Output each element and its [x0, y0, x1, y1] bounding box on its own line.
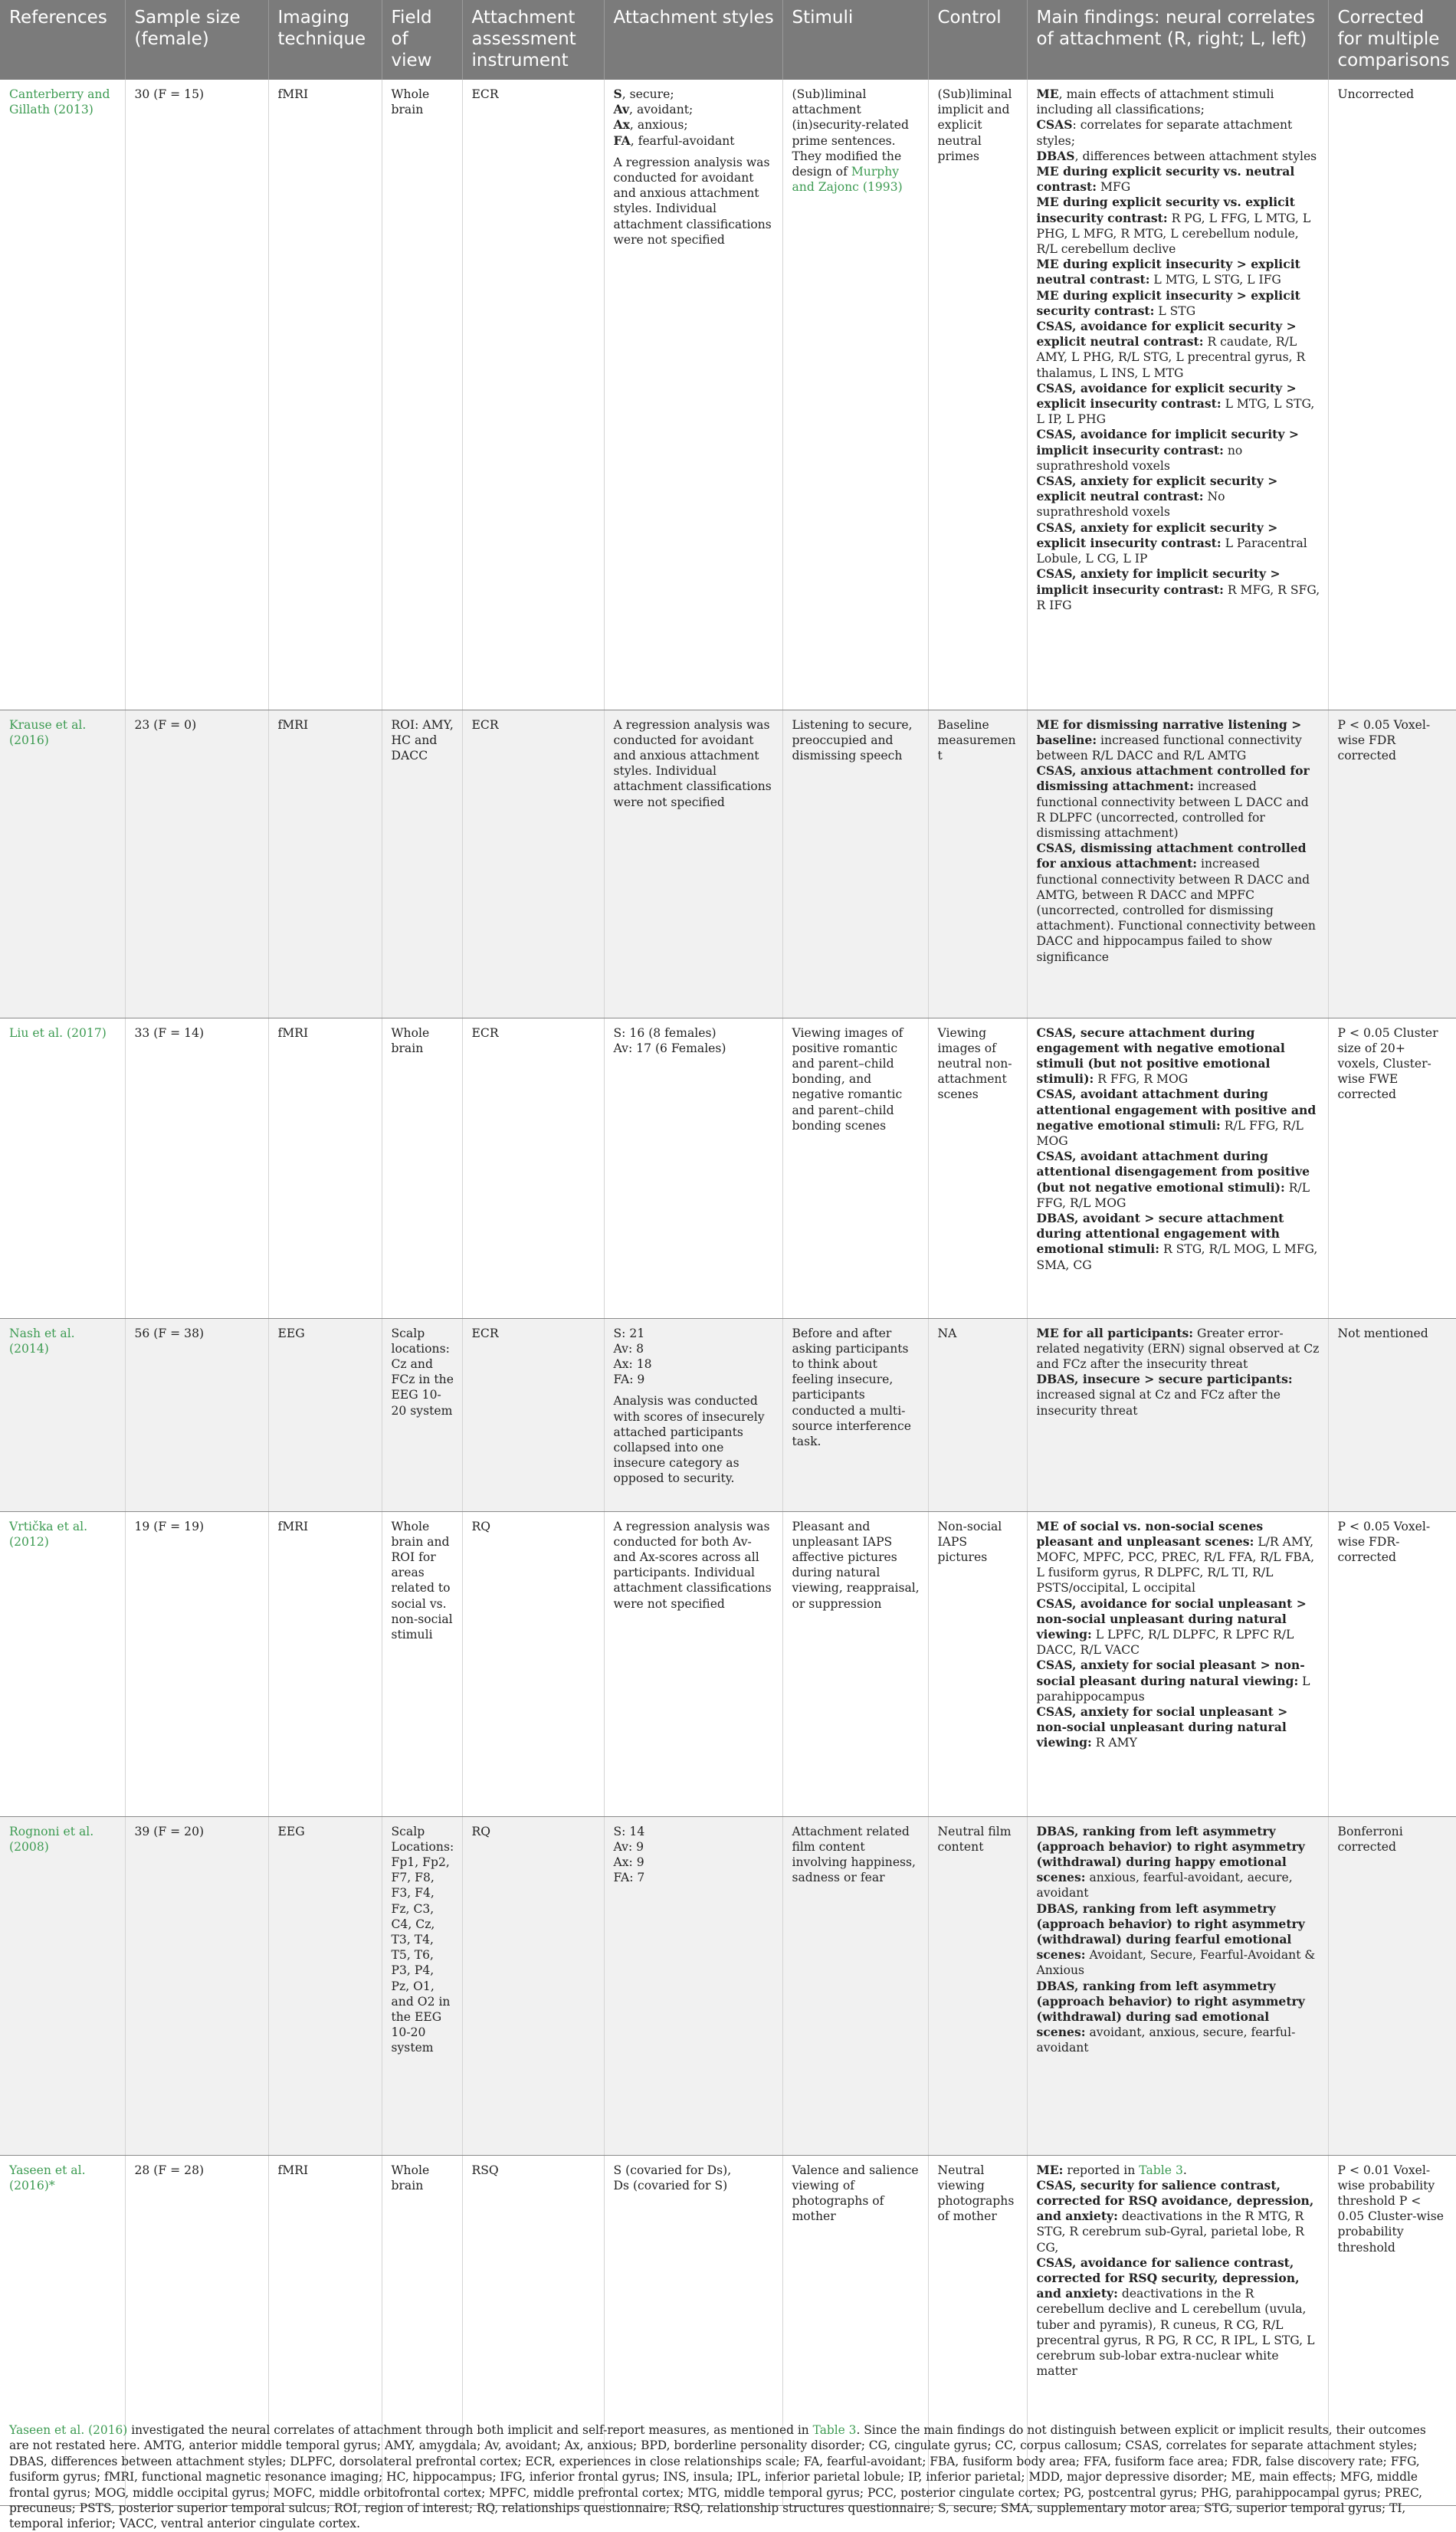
finding-entry	[1037, 1596, 1320, 1658]
cell-main-findings	[1027, 1816, 1328, 2155]
control-value: Neutral viewing photographs of mother	[937, 2163, 1015, 2224]
cell-fov	[382, 1318, 462, 1511]
corrected-value: P < 0.05 Cluster size of 20+ voxels, Cluster-wise FWE corrected	[1337, 1025, 1438, 1102]
study-reference-link[interactable]: Canterberry and Gillath (2013)	[9, 87, 110, 117]
cell-reference	[0, 710, 125, 1018]
finding-entry	[1037, 381, 1320, 428]
finding-label: CSAS	[1036, 117, 1073, 133]
finding-entry	[1037, 117, 1320, 148]
header-main-findings: Main findings: neural correlates of attachment (R, right; L, left)	[1027, 0, 1328, 80]
cell-text: deactivations in the R cerebellum declive and L cerebellum (uvula, tuber and pyramis), R cuneus, R CG, R/L precentral gyrus, R PG, R CC, R IPL, L STG, L cerebrum sub-lobar extra-nuclear white matter	[1036, 2287, 1315, 2379]
finding-label: CSAS, avoidance for explicit security > explicit insecurity contrast:	[1036, 380, 1297, 412]
finding-entry	[1037, 1025, 1320, 1087]
cell-attachment-styles	[604, 1816, 782, 2155]
header-control: Control	[928, 0, 1027, 80]
cell-reference	[0, 1018, 125, 1318]
cell-stimuli	[782, 710, 928, 1018]
table-row	[0, 1816, 1456, 2155]
instrument-value: ECR	[471, 1326, 499, 1340]
footnote-text-2: . Since the main findings do not distinguish between explicit or implicit results, their outcomes are not restated here. AMTG, anterior middle temporal gyrus; AMY, amygdala; Av, avoidant; Ax, anxious; BPD, borderline personality disorder; CG, cingulate gyrus; CC, corpus callosum; CSAS, correlates for separate attachment styles; DBAS, differences between attachment styles; DLPFC, dorsolateral prefrontal cortex; ECR, experiences in close relationships scale; FA, fearful-avoidant; FBA, fusiform body area; FFA, fusiform face area; FDR, false discovery rate; FFG, fusiform gyrus; fMRI, functional magnetic resonance imaging; HC, hippocampus; IFG, inferior frontal gyrus; INS, insula; IPL, inferior parietal lobule; IP, inferior parietal; MDD, major depressive disorder; ME, main effects; MFG, middle frontal gyrus; MOG, middle occipital gyrus; MOFC, middle orbitofrontal cortex; MPFC, middle prefrontal cortex; MTG, middle temporal gyrus; PCC, posterior cingulate cortex; PG, postcentral gyrus; PHG, parahippocampal gyrus; PREC, precuneus; PSTS, posterior superior temporal sulcus; ROI, region of interest; RQ, relationships questionnaire; RSQ, relationship structures questionnaire; S, secure; SMA, supplementary motor area; STG, superior temporal gyrus; TI, temporal inferior; VACC, ventral anterior cingulate cortex.	[9, 2423, 1426, 2531]
finding-label: CSAS, anxious attachment controlled for dismissing attachment:	[1036, 763, 1310, 794]
corrected-value: Not mentioned	[1337, 1326, 1428, 1340]
corrected-value: Bonferroni corrected	[1337, 1824, 1403, 1854]
finding-entry	[1037, 1326, 1320, 1373]
cell-control	[928, 710, 1027, 1018]
cell-text: L STG	[1154, 303, 1196, 318]
cell-text: R caudate, R/L AMY, L PHG, R/L STG, L precentral gyrus, R thalamus, L INS, L MTG	[1036, 335, 1306, 380]
finding-entry	[1037, 717, 1320, 764]
cell-sample	[125, 710, 268, 1018]
instrument-value: ECR	[471, 717, 499, 732]
style-entry	[614, 2178, 775, 2193]
cell-text: No suprathreshold voxels	[1036, 490, 1225, 520]
cell-text: increased signal at Cz and FCz after the insecurity threat	[1036, 1388, 1281, 1418]
cell-sample	[125, 1816, 268, 2155]
cell-text: R/L FFG, R/L MOG	[1036, 1118, 1304, 1148]
instrument-value: ECR	[471, 87, 499, 101]
stimuli-text: Valence and salience viewing of photographs of mother	[792, 2163, 919, 2224]
table-row	[0, 1511, 1456, 1816]
cell-sample	[125, 1018, 268, 1318]
table-reference-link[interactable]: Table 3	[1139, 2163, 1183, 2177]
stimuli-text: Viewing images of positive romantic and parent–child bonding, and negative romantic and parent–child bonding scenes	[792, 1025, 903, 1133]
style-entry	[614, 1824, 775, 1839]
finding-label: ME during explicit security vs. neutral contrast:	[1036, 164, 1295, 195]
cell-corrected	[1328, 1318, 1456, 1511]
finding-label: CSAS, anxiety for social unpleasant > non-social unpleasant during natural viewing:	[1036, 1704, 1288, 1750]
cell-instrument	[462, 80, 604, 710]
cell-fov	[382, 1816, 462, 2155]
control-value: (Sub)liminal implicit and explicit neutral primes	[937, 87, 1012, 163]
cell-text: avoidant, anxious, secure, fearful-avoidant	[1036, 2025, 1296, 2055]
cell-text: R/L FFG, R/L MOG	[1036, 1180, 1310, 1210]
finding-entry	[1037, 87, 1320, 117]
table-footnote	[0, 2418, 1456, 2532]
cell-text: , fearful-avoidant	[630, 133, 735, 148]
cell-text: Ax: 9	[613, 1855, 644, 1869]
cell-imaging	[268, 1511, 382, 1816]
cell-stimuli	[782, 80, 928, 710]
finding-entry	[1037, 566, 1320, 613]
cell-control	[928, 1318, 1027, 1511]
finding-entry	[1037, 763, 1320, 841]
cell-text: L/R AMY, MOFC, MPFC, PCC, PREC, R/L FFA, R/L FBA, L fusiform gyrus, R DLPFC, R/L TI, R/L PSTS/occipital, L occipital	[1036, 1534, 1315, 1596]
stimuli-text: Before and after asking participants to think about feeling insecure, participants conducted a multi-source interference task.	[792, 1326, 911, 1448]
style-entry	[614, 1025, 775, 1041]
cell-text: Greater error-related negativity (ERN) signal observed at Cz and FCz after the insecurity threat	[1036, 1326, 1320, 1371]
cell-text: reported in	[1063, 2163, 1140, 2177]
cell-imaging	[268, 1018, 382, 1318]
cell-instrument	[462, 710, 604, 1018]
imaging-value: EEG	[277, 1824, 305, 1838]
cell-attachment-styles	[604, 80, 782, 710]
style-entry	[614, 1041, 775, 1056]
finding-label: ME	[1036, 87, 1059, 101]
cell-attachment-styles	[604, 710, 782, 1018]
cell-text: R MFG, R SFG, R IFG	[1036, 582, 1320, 612]
stimuli-text: Listening to secure, preoccupied and dismissing speech	[792, 717, 913, 763]
cell-stimuli	[782, 1511, 928, 1816]
control-value: NA	[937, 1326, 957, 1340]
control-value: Non-social IAPS pictures	[937, 1519, 1002, 1564]
corrected-value: P < 0.05 Voxel-wise FDR-corrected	[1337, 1519, 1431, 1564]
fov-value: Whole brain and ROI for areas related to social vs. non-social stimuli	[391, 1519, 453, 1642]
cell-text: A regression analysis was conducted for both Av- and Ax-scores across all participants. Individual attachment classifications were not specified	[613, 1519, 772, 1611]
cell-text: FA: 7	[613, 1871, 645, 1885]
cell-text: increased functional connectivity between R/L DACC and R/L AMTG	[1036, 733, 1302, 763]
cell-control	[928, 1018, 1027, 1318]
finding-entry	[1037, 257, 1320, 287]
stimuli-reference-link[interactable]: Murphy and Zajonc (1993)	[792, 165, 903, 195]
cell-text: A regression analysis was conducted for avoidant and anxious attachment styles. Individual attachment classifications were not specified	[613, 717, 772, 809]
footnote-table-link[interactable]: Table 3	[812, 2423, 857, 2437]
cell-text: S: 16 (8 females)	[613, 1025, 717, 1040]
fov-value: ROI: AMY, HC and DACC	[391, 717, 454, 763]
finding-entry	[1037, 1149, 1320, 1211]
finding-label: CSAS, anxiety for explicit security > explicit neutral contrast:	[1036, 474, 1278, 504]
finding-label: DBAS, ranking from left asymmetry (approach behavior) to right asymmetry (withdrawal) during fearful emotional scenes:	[1036, 1901, 1305, 1963]
imaging-value: fMRI	[277, 1025, 309, 1040]
cell-main-findings	[1027, 1018, 1328, 1318]
cell-text: , secure;	[621, 87, 674, 101]
cell-text: L MTG, L STG, L IFG	[1149, 273, 1281, 287]
cell-text: , main effects of attachment stimuli including all classifications;	[1036, 87, 1274, 117]
cell-text: Av: 17 (6 Females)	[613, 1041, 726, 1055]
sample-value: 19 (F = 19)	[134, 1519, 205, 1533]
footnote-text-1: investigated the neural correlates of attachment through both implicit and self-report measures, as mentioned in	[127, 2423, 813, 2437]
cell-sample	[125, 1511, 268, 1816]
control-value: Viewing images of neutral non-attachment scenes	[937, 1025, 1012, 1102]
style-entry	[614, 87, 775, 102]
cell-fov	[382, 1018, 462, 1318]
cell-imaging	[268, 1816, 382, 2155]
cell-imaging	[268, 1318, 382, 1511]
cell-text: no suprathreshold voxels	[1036, 443, 1243, 473]
instrument-value: RQ	[471, 1824, 491, 1838]
cell-text: anxious, fearful-avoidant, aecure, avoidant	[1036, 1871, 1293, 1901]
cell-attachment-styles	[604, 1018, 782, 1318]
cell-text: R PG, L FFG, L MTG, L PHG, L MFG, R MTG, L cerebellum nodule, R/L cerebellum declive	[1036, 211, 1311, 257]
finding-label: DBAS, avoidant > secure attachment during attentional engagement with emotional stimuli:	[1036, 1210, 1284, 1257]
style-entry	[614, 1839, 775, 1855]
finding-label: ME of social vs. non-social scenes pleasant and unpleasant scenes:	[1036, 1518, 1264, 1549]
header-attachment-styles: Attachment styles	[604, 0, 782, 80]
cell-text: Av: 9	[613, 1839, 644, 1854]
finding-label: ME during explicit insecurity > explicit neutral contrast:	[1036, 257, 1300, 287]
finding-entry	[1037, 520, 1320, 567]
finding-entry	[1037, 195, 1320, 257]
cell-sample	[125, 80, 268, 710]
imaging-value: fMRI	[277, 1519, 309, 1533]
sample-value: 33 (F = 14)	[134, 1025, 205, 1040]
finding-label: CSAS, anxiety for explicit security > explicit insecurity contrast:	[1036, 520, 1278, 550]
finding-entry	[1037, 1979, 1320, 2056]
finding-label: CSAS, avoidant attachment during attentional engagement with positive and negative emotional stimuli:	[1036, 1087, 1317, 1133]
corrected-value: P < 0.01 Voxel-wise probability threshold P < 0.05 Cluster-wise probability threshold	[1337, 2163, 1444, 2255]
cell-imaging	[268, 710, 382, 1018]
style-entry	[614, 1870, 775, 1885]
cell-control	[928, 80, 1027, 710]
cell-text: Ds (covaried for S)	[613, 2178, 728, 2193]
cell-text: S (covaried for Ds),	[613, 2163, 732, 2177]
finding-label: DBAS	[1036, 148, 1075, 163]
finding-label: DBAS, insecure > secure participants:	[1036, 1372, 1293, 1387]
sample-value: 30 (F = 15)	[134, 87, 205, 101]
finding-label: Av	[613, 102, 630, 117]
cell-text: Avoidant, Secure, Fearful-Avoidant & Anxious	[1036, 1948, 1316, 1978]
stimuli-text: Pleasant and unpleasant IAPS affective pictures during natural viewing, reappraisal, or suppression	[792, 1519, 920, 1611]
finding-label: CSAS, dismissing attachment controlled for anxious attachment:	[1036, 841, 1307, 871]
control-value: Neutral film content	[937, 1824, 1012, 1854]
finding-label: ME:	[1036, 2162, 1064, 2177]
finding-entry	[1037, 1519, 1320, 1596]
cell-attachment-styles	[604, 1511, 782, 1816]
header-assessment-instrument: Attachment assessment instrument	[462, 0, 604, 80]
style-entry	[614, 102, 775, 117]
cell-instrument	[462, 1816, 604, 2155]
table-row	[0, 1318, 1456, 1511]
fov-value: Scalp locations: Cz and FCz in the EEG 10-20 system	[391, 1326, 454, 1418]
finding-entry	[1037, 2255, 1320, 2379]
instrument-value: RSQ	[471, 2163, 499, 2177]
cell-fov	[382, 80, 462, 710]
style-entry	[614, 155, 775, 248]
finding-label: CSAS, avoidance for salience contrast, corrected for RSQ security, depression, and anxiety:	[1036, 2255, 1300, 2301]
cell-stimuli	[782, 1018, 928, 1318]
cell-text: R FFG, R MOG	[1094, 1072, 1189, 1087]
table-header-row	[0, 0, 1456, 80]
header-references: References	[0, 0, 125, 80]
cell-imaging	[268, 80, 382, 710]
study-reference-link[interactable]: Rognoni et al. (2008)	[9, 1824, 94, 1854]
cell-text: : correlates for separate attachment styles;	[1036, 118, 1293, 148]
sample-value: 23 (F = 0)	[134, 717, 197, 732]
stimuli-text: Attachment related film content involving happiness, sadness or fear	[792, 1824, 917, 1885]
cell-corrected	[1328, 1511, 1456, 1816]
cell-text: S: 14	[613, 1824, 645, 1838]
style-entry	[614, 133, 775, 149]
cell-text: , differences between attachment styles	[1074, 149, 1317, 163]
study-reference-link[interactable]: Krause et al. (2016)	[9, 717, 87, 747]
header-corrected: Corrected for multiple comparisons	[1328, 0, 1456, 80]
cell-text: , avoidant;	[629, 103, 694, 117]
finding-label: CSAS, anxiety for social pleasant > non-social pleasant during natural viewing:	[1036, 1658, 1305, 1688]
cell-text: Ax: 18	[613, 1356, 652, 1371]
finding-entry	[1037, 427, 1320, 474]
sample-value: 39 (F = 20)	[134, 1824, 205, 1838]
fov-value: Scalp Locations: Fp1, Fp2, F7, F8, F3, F4, Fz, C3, C4, Cz, T3, T4, T5, T6, P3, P4, Pz, O1, and O2 in the EEG 10-20 system	[391, 1824, 454, 2055]
cell-stimuli	[782, 1318, 928, 1511]
finding-entry	[1037, 1824, 1320, 1901]
cell-text: MFG	[1097, 180, 1131, 195]
finding-entry	[1037, 149, 1320, 164]
cell-text: S: 21	[613, 1326, 645, 1340]
header-stimuli: Stimuli	[782, 0, 928, 80]
finding-label: ME for all participants:	[1036, 1325, 1194, 1340]
finding-label: ME for dismissing narrative listening > baseline:	[1036, 717, 1302, 747]
cell-main-findings	[1027, 710, 1328, 1018]
finding-label: CSAS, secure attachment during engagement with negative emotional stimuli (but not positive emotional stimuli):	[1036, 1025, 1285, 1087]
cell-reference	[0, 80, 125, 710]
cell-instrument	[462, 1018, 604, 1318]
cell-text: L parahippocampus	[1036, 1674, 1310, 1704]
style-entry	[614, 1393, 775, 1486]
finding-label: CSAS, avoidance for implicit security > implicit insecurity contrast:	[1036, 427, 1299, 458]
finding-entry	[1037, 2163, 1320, 2178]
finding-entry	[1037, 1211, 1320, 1273]
header-sample-size: Sample size (female)	[125, 0, 268, 80]
table-row	[0, 710, 1456, 1018]
cell-reference	[0, 1816, 125, 2155]
cell-text: R AMY	[1091, 1736, 1137, 1750]
finding-label: ME during explicit security vs. explicit insecurity contrast:	[1036, 195, 1295, 225]
cell-text: A regression analysis was conducted for avoidant and anxious attachment styles. Individual attachment classifications were not specified	[613, 155, 772, 247]
finding-label: DBAS, ranking from left asymmetry (approach behavior) to right asymmetry (withdrawal) during happy emotional scenes:	[1036, 1823, 1305, 1885]
cell-text: deactivations in the R MTG, R STG, R cerebrum sub-Gyral, parietal lobe, R CG,	[1036, 2209, 1304, 2255]
sample-value: 28 (F = 28)	[134, 2163, 205, 2177]
style-entry	[614, 717, 775, 810]
cell-text: Av: 8	[613, 1341, 644, 1356]
control-value: Baseline measurement	[937, 717, 1016, 763]
finding-entry	[1037, 841, 1320, 965]
cell-text: Analysis was conducted with scores of insecurely attached participants collapsed into one insecure category as opposed to security.	[613, 1394, 765, 1486]
cell-main-findings	[1027, 1511, 1328, 1816]
cell-reference	[0, 1511, 125, 1816]
corrected-value: Uncorrected	[1337, 87, 1415, 101]
style-entry	[614, 117, 775, 133]
style-entry	[614, 1519, 775, 1612]
cell-instrument	[462, 1318, 604, 1511]
footnote-reference-link[interactable]: Yaseen et al. (2016)	[9, 2423, 128, 2437]
finding-label: DBAS, ranking from left asymmetry (approach behavior) to right asymmetry (withdrawal) during sad emotional scenes:	[1036, 1978, 1305, 2040]
finding-entry	[1037, 1658, 1320, 1704]
style-entry	[614, 2163, 775, 2178]
study-reference-link[interactable]: Liu et al. (2017)	[9, 1025, 107, 1040]
finding-label: ME during explicit insecurity > explicit security contrast:	[1036, 287, 1300, 318]
instrument-value: RQ	[471, 1519, 491, 1533]
cell-corrected	[1328, 710, 1456, 1018]
finding-entry	[1037, 1087, 1320, 1149]
style-entry	[614, 1341, 775, 1356]
cell-corrected	[1328, 1816, 1456, 2155]
cell-reference	[0, 1318, 125, 1511]
corrected-value: P < 0.05 Voxel-wise FDR corrected	[1337, 717, 1431, 763]
study-reference-link[interactable]: Yaseen et al. (2016)*	[9, 2163, 86, 2193]
cell-main-findings	[1027, 80, 1328, 710]
style-entry	[614, 1326, 775, 1341]
style-entry	[614, 1855, 775, 1870]
finding-entry	[1037, 164, 1320, 195]
finding-label: S	[613, 87, 622, 101]
finding-entry	[1037, 2178, 1320, 2255]
header-field-of-view: Field of view	[382, 0, 462, 80]
finding-entry	[1037, 474, 1320, 520]
header-imaging-technique: Imaging technique	[268, 0, 382, 80]
instrument-value: ECR	[471, 1025, 499, 1040]
finding-label: FA	[613, 133, 631, 148]
finding-entry	[1037, 288, 1320, 319]
cell-control	[928, 1511, 1027, 1816]
cell-text: increased functional connectivity between L DACC and R DLPFC (uncorrected, controlled for dismissing attachment)	[1036, 779, 1309, 840]
cell-attachment-styles	[604, 1318, 782, 1511]
imaging-value: EEG	[277, 1326, 305, 1340]
finding-entry	[1037, 1704, 1320, 1751]
cell-fov	[382, 1511, 462, 1816]
cell-text: L Paracentral Lobule, L CG, L IP	[1036, 536, 1307, 566]
fov-value: Whole brain	[391, 1025, 430, 1055]
fov-value: Whole brain	[391, 87, 430, 117]
cell-text: increased functional connectivity between R DACC and AMTG, between R DACC and MPFC (uncorrected, controlled for dismissing attachment). Functional connectivity between DACC and hippocampus failed to show significance	[1036, 857, 1316, 964]
cell-text: FA: 9	[613, 1373, 645, 1387]
imaging-value: fMRI	[277, 717, 309, 732]
stimuli-text: (Sub)liminal attachment (in)security-related prime sentences. They modified the design of	[792, 87, 909, 179]
style-entry	[614, 1372, 775, 1387]
table-row	[0, 1018, 1456, 1318]
finding-entry	[1037, 1372, 1320, 1419]
cell-text: .	[1182, 2163, 1187, 2177]
fov-value: Whole brain	[391, 2163, 430, 2193]
cell-fov	[382, 710, 462, 1018]
finding-label: CSAS, avoidance for social unpleasant > non-social unpleasant during natural viewing:	[1036, 1596, 1307, 1642]
finding-label: CSAS, anxiety for implicit security > implicit insecurity contrast:	[1036, 566, 1281, 597]
cell-text: , anxious;	[629, 118, 688, 133]
finding-label: CSAS, security for salience contrast, corrected for RSQ avoidance, depression, and anxiety:	[1036, 2177, 1314, 2224]
cell-text: R STG, R/L MOG, L MFG, SMA, CG	[1036, 1242, 1318, 1272]
cell-control	[928, 1816, 1027, 2155]
style-entry	[614, 1356, 775, 1372]
sample-value: 56 (F = 38)	[134, 1326, 205, 1340]
cell-stimuli	[782, 1816, 928, 2155]
table-row	[0, 80, 1456, 710]
finding-entry	[1037, 319, 1320, 381]
cell-corrected	[1328, 1018, 1456, 1318]
cell-instrument	[462, 1511, 604, 1816]
finding-label: Ax	[613, 117, 630, 133]
study-reference-link[interactable]: Nash et al. (2014)	[9, 1326, 75, 1356]
finding-entry	[1037, 1901, 1320, 1979]
imaging-value: fMRI	[277, 87, 309, 101]
cell-sample	[125, 1318, 268, 1511]
cell-text: L MTG, L STG, L IP, L PHG	[1036, 397, 1315, 427]
finding-label: CSAS, avoidant attachment during attentional disengagement from positive (but not negative emotional stimuli):	[1036, 1149, 1310, 1195]
cell-main-findings	[1027, 1318, 1328, 1511]
cell-corrected	[1328, 80, 1456, 710]
cell-text: L LPFC, R/L DLPFC, R LPFC R/L DACC, R/L VACC	[1036, 1627, 1294, 1658]
finding-label: CSAS, avoidance for explicit security > explicit neutral contrast:	[1036, 319, 1297, 349]
study-reference-link[interactable]: Vrtička et al. (2012)	[9, 1519, 88, 1549]
imaging-value: fMRI	[277, 2163, 309, 2177]
